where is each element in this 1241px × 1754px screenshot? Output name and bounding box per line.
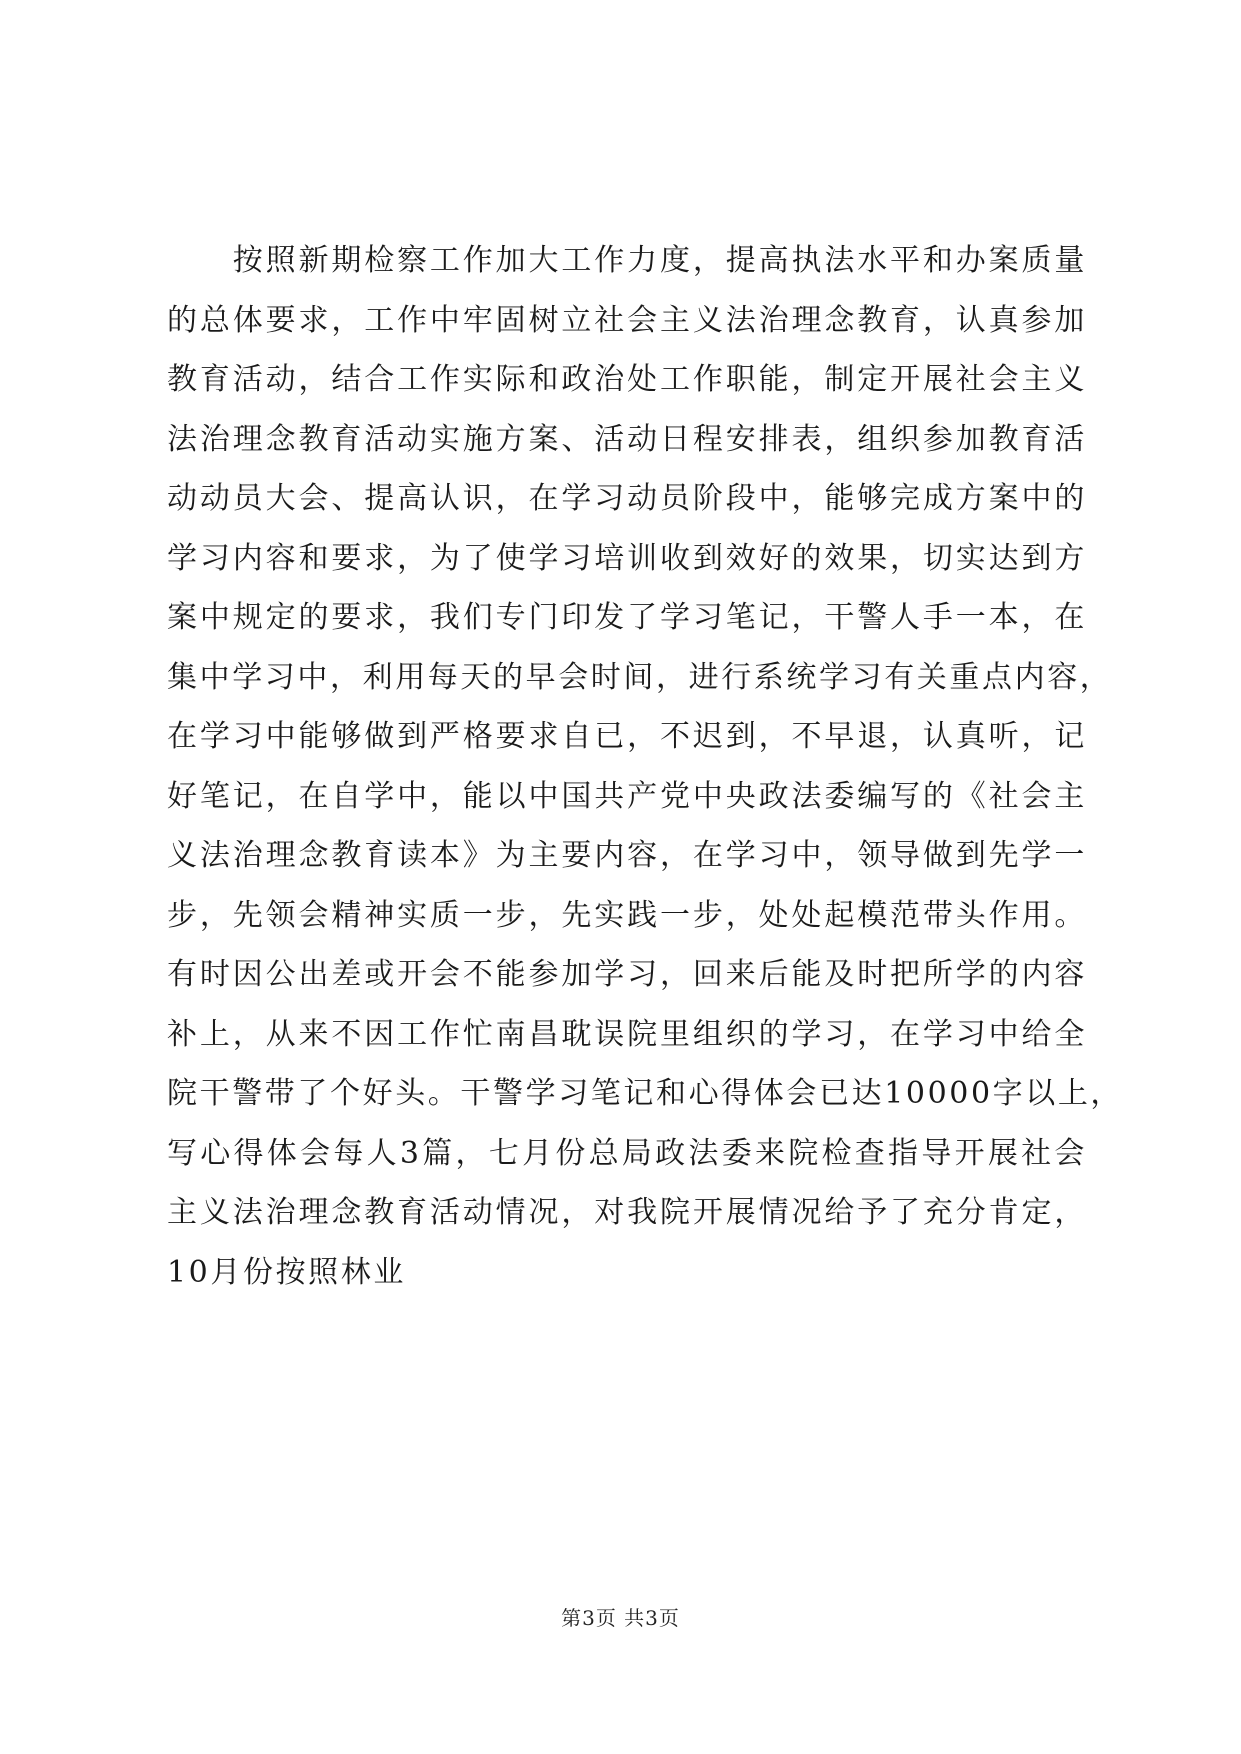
text-line: 补上，从来不因工作忙南昌耽误院里组织的学习，在学习中给全 — [167, 1016, 1087, 1052]
body-text — [167, 231, 1124, 1302]
text-line: 集中学习中，利用每天的早会时间，进行系统学习有关重点内容， — [167, 659, 1113, 695]
text-line: 学习内容和要求，为了使学习培训收到效好的效果，切实达到方 — [167, 540, 1087, 576]
text-line: 有时因公出差或开会不能参加学习，回来后能及时把所学的内容 — [167, 957, 1087, 992]
text-line: 法治理念教育活动实施方案、活动日程安排表，组织参加教育活 — [167, 421, 1087, 457]
text-line: 主义法治理念教育活动情况，对我院开展情况给予了充分肯定， — [167, 1195, 1087, 1230]
text-line: 好笔记，在自学中，能以中国共产党中央政法委编写的《社会主 — [167, 778, 1087, 814]
text-line: 的总体要求，工作中牢固树立社会主义法治理念教育，认真参加 — [167, 302, 1087, 338]
text-line: 按照新期检察工作加大工作力度，提高执法水平和办案质量 — [167, 243, 1087, 278]
text-line: 教育活动，结合工作实际和政治处工作职能，制定开展社会主义 — [167, 362, 1087, 397]
text-line: 案中规定的要求，我们专门印发了学习笔记，干警人手一本，在 — [167, 600, 1087, 635]
page-number-label: 第3页 共3页 — [561, 1606, 680, 1630]
text-line: 写心得体会每人3篇，七月份总局政法委来院检查指导开展社会 — [167, 1135, 1087, 1171]
text-line: 在学习中能够做到严格要求自已，不迟到，不早退，认真听，记 — [167, 719, 1087, 754]
text-line: 步，先领会精神实质一步，先实践一步，处处起模范带头作用。 — [167, 897, 1087, 933]
text-line: 10月份按照林业 — [167, 1254, 406, 1290]
page-footer — [0, 1604, 1241, 1632]
text-line: 动动员大会、提高认识，在学习动员阶段中，能够完成方案中的 — [167, 481, 1087, 516]
text-line: 义法治理念教育读本》为主要内容，在学习中，领导做到先学一 — [167, 838, 1087, 873]
text-line: 院干警带了个好头。干警学习笔记和心得体会已达10000字以上， — [167, 1076, 1124, 1111]
